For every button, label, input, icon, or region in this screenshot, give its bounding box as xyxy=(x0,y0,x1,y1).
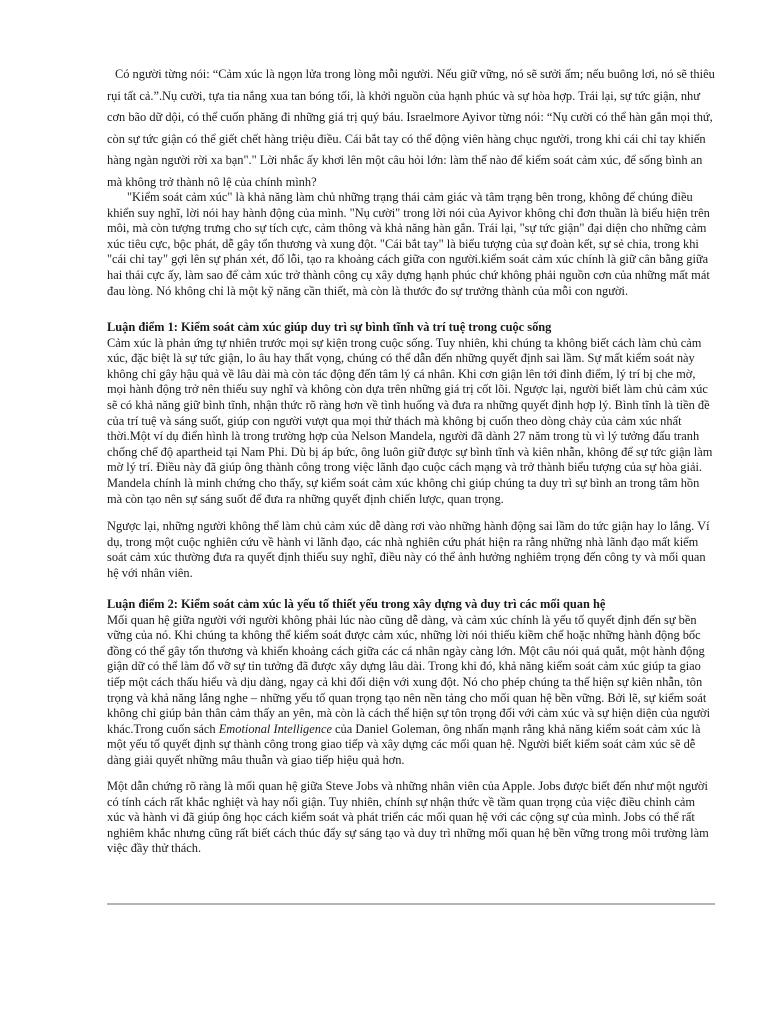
section-1-heading: Luận điểm 1: Kiểm soát cảm xúc giúp duy trì sự bình tĩnh và trí tuệ trong cuộc sống xyxy=(107,320,552,334)
intro-text: Có người từng nói: “Cảm xúc là ngọn lửa trong lòng mỗi người. Nếu giữ vững, nó sẽ sưởi ấm; nếu buông lơi, nó sẽ thiêu rụi tất cả.”.Nụ cười, tựa tia nắng xua tan bóng tối, là khởi nguồn của hạnh phúc và sự hòa hợp. Trái lại, sự tức giận, như cơn bão dữ dội, có thể cuốn phăng đi những giá trị quý báu. Israelmore Ayivor từng nói: “Nụ cười có thể hàn gắn mọi thứ, còn sự tức giận có thể giết chết hàng triệu điều. Cái bắt tay có thể động viên hàng chục người, trong khi cái chỉ tay khiến hàng ngàn người rời xa bạn"." Lời nhắc ấy khơi lên một câu hỏi lớn: làm thế nào để kiểm soát cảm xúc, để sống bình an mà không trở thành nô lệ của chính mình? xyxy=(107,67,715,189)
page-divider xyxy=(107,903,715,905)
definition-text: "Kiểm soát cảm xúc" là khả năng làm chủ những trạng thái cảm giác và tâm trạng bên trong, không để chúng điều khiển suy nghĩ, lời nói hay hành động của mình. "Nụ cười" trong lời nói của Ayivor không chỉ đơn thuần là biểu hiện trên môi, mà còn tượng trưng cho sự tích cực, cảm thông và khả năng hàn gắn. Trái lại, "sự tức giận" đại diện cho những cảm xúc tiêu cực, bộc phát, dễ gây tổn thương và xung đột. "Cái bắt tay" là biểu tượng của sự đoàn kết, sự sẻ chia, trong khi "cái chỉ tay" gợi lên sự phán xét, đổ lỗi, tạo ra khoảng cách giữa con người.kiểm soát cảm xúc chính là giữ cân bằng giữa hai thái cực ấy, làm sao để cảm xúc trở thành công cụ xây dựng hạnh phúc chứ không phải nguồn cơn của những mất mát đau lòng. Nó không chỉ là một kỹ năng cần thiết, mà còn là thước đo sự trưởng thành của mỗi con người. xyxy=(107,190,710,298)
section-1 xyxy=(107,320,715,507)
steve-jobs-text: Một dẫn chứng rõ ràng là mối quan hệ giữa Steve Jobs và những nhân viên của Apple. Jobs được biết đến như một người có tính cách rất khắc nghiệt và hay nổi giận. Tuy nhiên, chính sự nhận thức về tầm quan trọng của việc điều chỉnh cảm xúc và hành vi đã giúp ông học cách kiểm soát và phát triển các mối quan hệ với các cộng sự của mình. Jobs có thể rất nghiêm khắc nhưng cũng rất biết cách thúc đẩy sự sáng tạo và duy trì những mối quan hệ bền vững trong môi trường làm việc đầy thử thách. xyxy=(107,779,709,856)
book-title: Emotional Intelligence xyxy=(218,721,332,736)
section-1-text: Cảm xúc là phản ứng tự nhiên trước mọi sự kiện trong cuộc sống. Tuy nhiên, khi chúng ta không biết cách làm chủ cảm xúc, đặc biệt là sự tức giận, lo âu hay thất vọng, chúng có thể dẫn đến những quyết định sai lầm. Sự mất kiểm soát này không chỉ gây hậu quả về lâu dài mà còn tác động đến tâm lý cá nhân. Khi cơn giận lên tới đỉnh điểm, lý trí bị che mờ, mọi hành động trở nên thiếu suy nghĩ và không còn dựa trên những giá trị cốt lõi. Ngược lại, người biết làm chủ cảm xúc sẽ có khả năng giữ bình tĩnh, nhận thức rõ ràng hơn về tình huống và đưa ra những quyết định hợp lý. Bình tĩnh là tiền đề của trí tuệ và sáng suốt, giúp con người vượt qua mọi thử thách mà không bị cuốn theo dòng chảy của cảm xúc nhất thời.Một ví dụ điển hình là trong trường hợp của Nelson Mandela, người đã dành 27 năm trong tù vì lý tưởng đấu tranh chống chế độ apartheid tại Nam Phi. Dù bị áp bức, ông luôn giữ được sự bình tĩnh và kiên nhẫn, không để sự tức giận làm mờ lý trí. Điều này đã giúp ông thành công trong việc lãnh đạo cuộc cách mạng và trở thành biểu tượng của sự hòa giải. Mandela chính là minh chứng cho thấy, sự kiểm soát cảm xúc không chỉ giúp chúng ta duy trì sự bình an trong tâm hồn mà còn tạo nên sự sáng suốt để đưa ra những quyết định chiến lược, quan trọng. xyxy=(107,335,713,506)
section-2-heading: Luận điểm 2: Kiểm soát cảm xúc là yếu tố thiết yếu trong xây dựng và duy trì các mối quan hệ xyxy=(107,597,606,611)
counter-example-paragraph xyxy=(107,519,715,581)
section-2-text-before: Mối quan hệ giữa người với người không phải lúc nào cũng dễ dàng, và cảm xúc chính là yếu tố quyết định đến sự bền vững của nó. Khi chúng ta không thể kiểm soát được cảm xúc, những lời nói thiếu kiềm chế hoặc những hành động bốc đồng có thể gây tổn thương và khiến khoảng cách giữa các cá nhân ngày càng lớn. Một câu nói quá quắt, một hành động giận dữ có thể làm đổ vỡ sự tin tưởng đã được xây dựng lâu dài. Trong khi đó, khả năng kiểm soát cảm xúc giúp ta giao tiếp một cách thấu hiểu và dịu dàng, ngay cả khi đối diện với xung đột. Nó cho phép chúng ta thể hiện sự kiên nhẫn, tôn trọng và khả năng lắng nghe – những yếu tố quan trọng tạo nên nền tảng cho mối quan hệ bền vững. Bởi lẽ, sự kiểm soát không chỉ giúp bản thân cảm thấy an yên, mà còn là cách thể hiện sự tôn trọng đối với cảm xúc và sự hiện diện của người khác.Trong cuốn sách xyxy=(107,612,711,736)
intro-paragraph xyxy=(107,64,715,194)
section-2 xyxy=(107,597,715,769)
section-2-text-after: của Daniel Goleman, ông nhấn mạnh rằng khả năng kiểm soát cảm xúc là một yếu tố quyết định sự thành công trong giao tiếp và xây dựng các mối quan hệ. Người biết kiểm soát cảm xúc sẽ dễ dàng giải quyết những mâu thuẫn và giao tiếp hiệu quả hơn. xyxy=(107,721,701,767)
steve-jobs-paragraph xyxy=(107,779,715,857)
definition-paragraph xyxy=(107,190,715,299)
counter-example-text: Ngược lại, những người không thể làm chủ cảm xúc dễ dàng rơi vào những hành động sai lầm do tức giận hay lo lắng. Ví dụ, trong một cuộc nghiên cứu về hành vi lãnh đạo, các nhà nghiên cứu phát hiện ra rằng những nhà lãnh đạo mất kiểm soát cảm xúc thường đưa ra quyết định thiếu suy nghĩ, điều này có thể ảnh hưởng nghiêm trọng đến công ty và mối quan hệ với nhân viên. xyxy=(107,519,710,580)
